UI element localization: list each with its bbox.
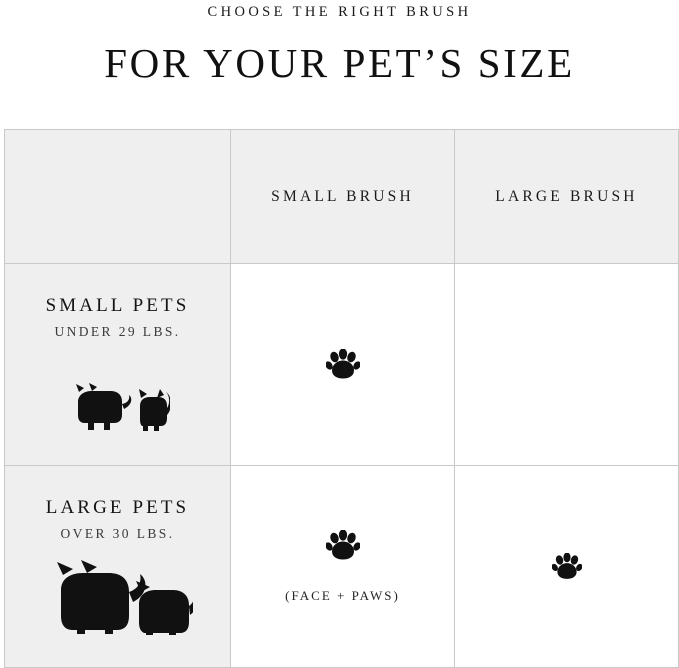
- large-pets-title: LARGE PETS: [45, 497, 190, 518]
- small-brush-label: SMALL BRUSH: [271, 187, 414, 205]
- row-header-small-pets: [5, 264, 231, 466]
- table-row: [5, 264, 679, 466]
- column-header-small-brush: [231, 130, 455, 264]
- cell-large-pets-small-brush: [231, 466, 455, 668]
- column-header-large-brush: [455, 130, 679, 264]
- cell-small-pets-large-brush: [455, 264, 679, 466]
- paw-icon: [326, 530, 360, 562]
- small-pets-title: SMALL PETS: [45, 295, 190, 316]
- infographic-page: [0, 4, 679, 666]
- cell-small-pets-small-brush: [231, 264, 455, 466]
- row-header-large-pets: [5, 466, 231, 668]
- eyebrow-text: CHOOSE THE RIGHT BRUSH: [207, 4, 472, 20]
- small-brush-usage-note: (FACE + PAWS): [285, 587, 400, 603]
- cell-large-pets-large-brush: [455, 466, 679, 668]
- small-pets-weight: UNDER 29 LBS.: [54, 324, 181, 339]
- two-large-dogs-silhouette-icon: [43, 556, 193, 636]
- table-row: [5, 466, 679, 668]
- brush-size-matrix: [4, 129, 679, 668]
- table-header-row: [5, 130, 679, 264]
- page-title: FOR YOUR PET’S SIZE: [104, 40, 575, 86]
- paw-icon: [552, 553, 582, 581]
- large-brush-label: LARGE BRUSH: [495, 187, 638, 205]
- matrix-corner-cell: [5, 130, 231, 264]
- paw-icon: [326, 349, 360, 381]
- small-dog-and-cat-silhouette-icon: [66, 354, 170, 434]
- comparison-table-wrapper: [4, 129, 675, 668]
- large-pets-weight: OVER 30 LBS.: [60, 526, 175, 541]
